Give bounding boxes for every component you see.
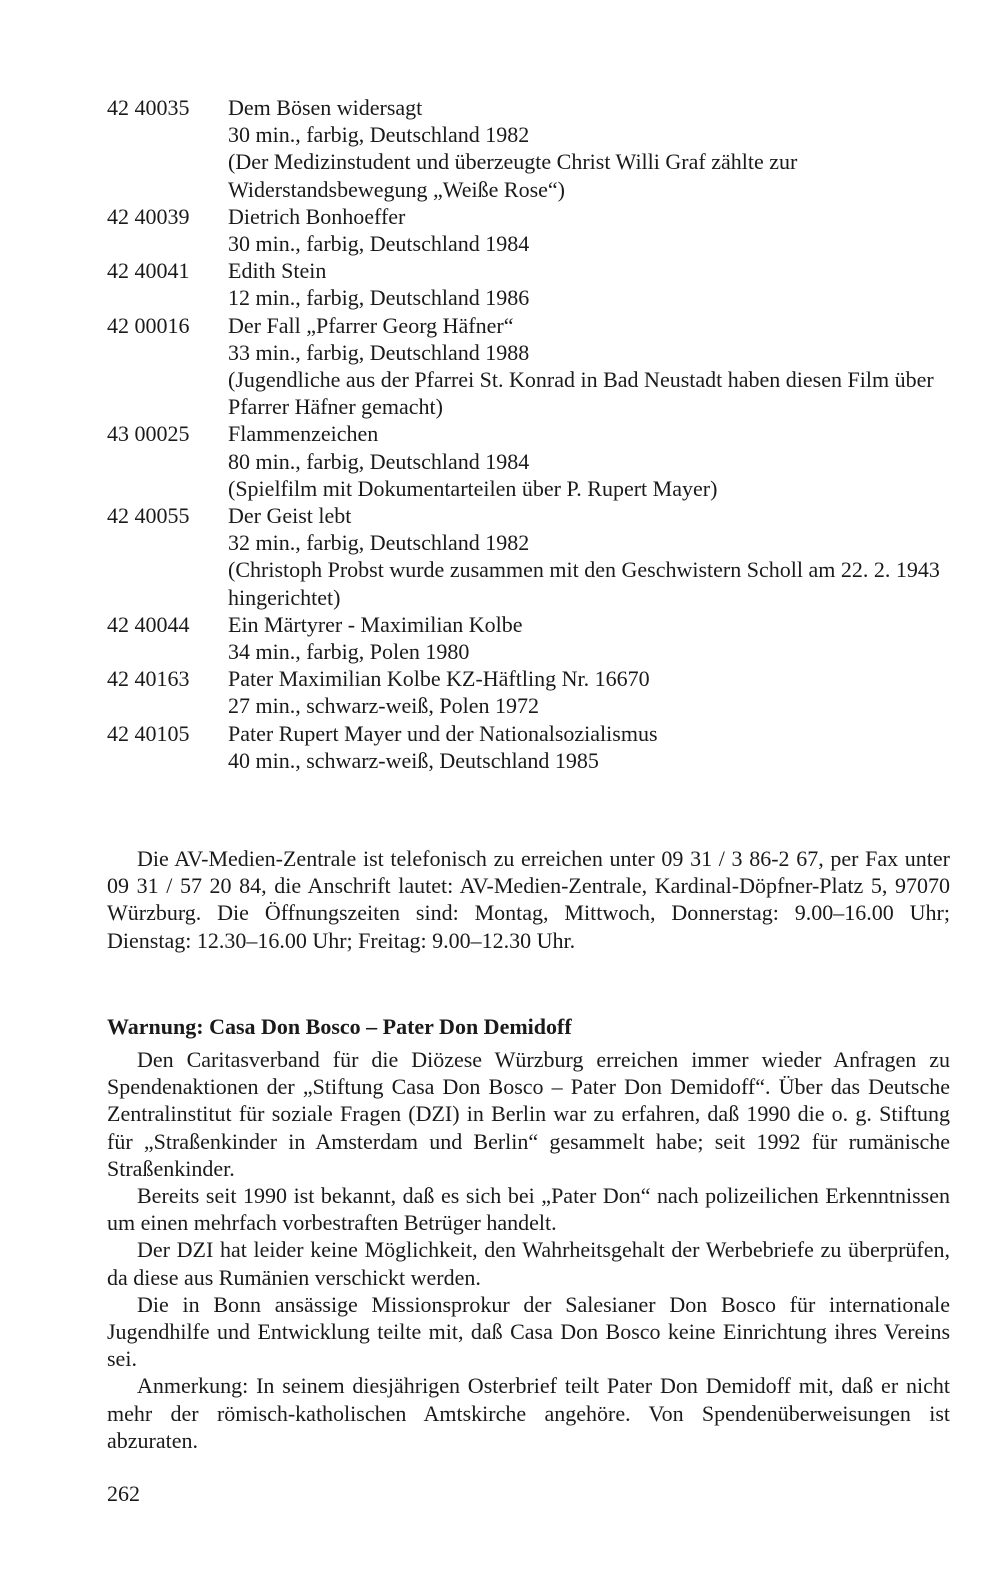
film-title: Ein Märtyrer - Maximilian Kolbe <box>228 611 523 637</box>
film-details: 27 min., schwarz-weiß, Polen 1972 <box>228 693 539 719</box>
film-note: (Spielfilm mit Dokumentarteilen über P. Rupert Mayer) <box>228 475 718 501</box>
film-title: Flammenzeichen <box>228 421 379 447</box>
warning-paragraph: Anmerkung: In seinem diesjährigen Osterbrief teilt Pater Don Demidoff mit, daß er nicht mehr der römisch-katholischen Amtskirche angehöre. Von Spendenüberweisungen ist abzuraten. <box>107 1373 950 1453</box>
film-note: (Jugendliche aus der Pfarrei St. Konrad in Bad Neustadt haben diesen Film über Pfarrer Häfner gemacht) <box>228 367 934 420</box>
film-title: Dem Bösen widersagt <box>228 95 423 120</box>
film-number: 42 40055 <box>107 503 190 529</box>
warning-paragraph: Der DZI hat leider keine Möglichkeit, den Wahrheitsgehalt der Werbebriefe zu überprüfen, da diese aus Rumänien verschickt werden. <box>107 1237 950 1290</box>
film-number: 42 00016 <box>107 312 190 338</box>
film-details: 32 min., farbig, Deutschland 1982 <box>228 530 530 556</box>
film-title: Edith Stein <box>228 258 327 284</box>
film-details: 34 min., farbig, Polen 1980 <box>228 639 470 665</box>
film-list <box>107 94 952 774</box>
film-number: 42 40105 <box>107 720 190 746</box>
film-number: 42 40035 <box>107 95 190 120</box>
film-note: (Der Medizinstudent und überzeugte Christ Willi Graf zählte zur Widerstandsbewegung „Weiße Rose“) <box>228 149 798 202</box>
film-entry <box>107 94 952 203</box>
warning-paragraph: Die in Bonn ansässige Missionsprokur der Salesianer Don Bosco für internationale Jugendhilfe und Entwicklung teilte mit, daß Casa Don Bosco keine Einrichtung ihres Vereins sei. <box>107 1291 950 1372</box>
film-entry <box>107 420 952 502</box>
film-entry <box>107 611 952 665</box>
film-details: 40 min., schwarz-weiß, Deutschland 1985 <box>228 747 599 773</box>
film-note: (Christoph Probst wurde zusammen mit den Geschwistern Scholl am 22. 2. 1943 hingerichtet) <box>228 557 940 610</box>
film-entry <box>107 665 952 719</box>
warning-heading: Warnung: Casa Don Bosco – Pater Don Demidoff <box>107 1014 572 1039</box>
warning-paragraph: Den Caritasverband für die Diözese Würzburg erreichen immer wieder Anfragen zu Spendenaktionen der „Stiftung Casa Don Bosco – Pater Don Demidoff“. Über das Deutsche Zentralinstitut für soziale Fragen (DZI) in Berlin war zu erfahren, daß 1990 die o. g. Stiftung für „Straßenkinder in Amsterdam und Berlin“ gesammelt habe; seit 1992 für rumänische Straßenkinder. <box>107 1047 950 1181</box>
warning-section <box>107 1046 950 1454</box>
film-entry <box>107 720 952 774</box>
film-details: 33 min., farbig, Deutschland 1988 <box>228 339 530 365</box>
film-title: Der Fall „Pfarrer Georg Häfner“ <box>228 312 514 338</box>
film-title: Der Geist lebt <box>228 503 352 529</box>
film-details: 30 min., farbig, Deutschland 1982 <box>228 122 530 148</box>
film-number: 43 00025 <box>107 421 190 447</box>
film-entry <box>107 312 952 421</box>
film-title: Pater Maximilian Kolbe KZ-Häftling Nr. 16670 <box>228 666 650 692</box>
film-details: 30 min., farbig, Deutschland 1984 <box>228 231 530 257</box>
film-entry <box>107 502 952 611</box>
page-number: 262 <box>107 1481 140 1506</box>
film-entry <box>107 203 952 257</box>
film-number: 42 40041 <box>107 258 190 284</box>
film-details: 12 min., farbig, Deutschland 1986 <box>228 285 530 311</box>
film-title: Dietrich Bonhoeffer <box>228 203 406 229</box>
film-details: 80 min., farbig, Deutschland 1984 <box>228 448 530 474</box>
film-title: Pater Rupert Mayer und der Nationalsozialismus <box>228 720 658 746</box>
warning-paragraph: Bereits seit 1990 ist bekannt, daß es sich bei „Pater Don“ nach polizeilichen Erkenntnissen um einen mehrfach vorbestraften Betrüger handelt. <box>107 1183 950 1236</box>
contact-paragraph: Die AV-Medien-Zentrale ist telefonisch zu erreichen unter 09 31 / 3 86-2 67, per Fax unter 09 31 / 57 20 84, die Anschrift lautet: AV-Medien-Zentrale, Kardinal-Döpfner-Platz 5, 97070 Würzburg. Die Öffnungszeiten sind: Montag, Mittwoch, Donnerstag: 9.00–16.00 Uhr; Dienstag: 12.30–16.00 Uhr; Freitag: 9.00–12.30 Uhr. <box>107 846 950 953</box>
film-number: 42 40044 <box>107 611 190 637</box>
film-entry <box>107 257 952 311</box>
film-number: 42 40163 <box>107 666 190 692</box>
film-number: 42 40039 <box>107 203 190 229</box>
